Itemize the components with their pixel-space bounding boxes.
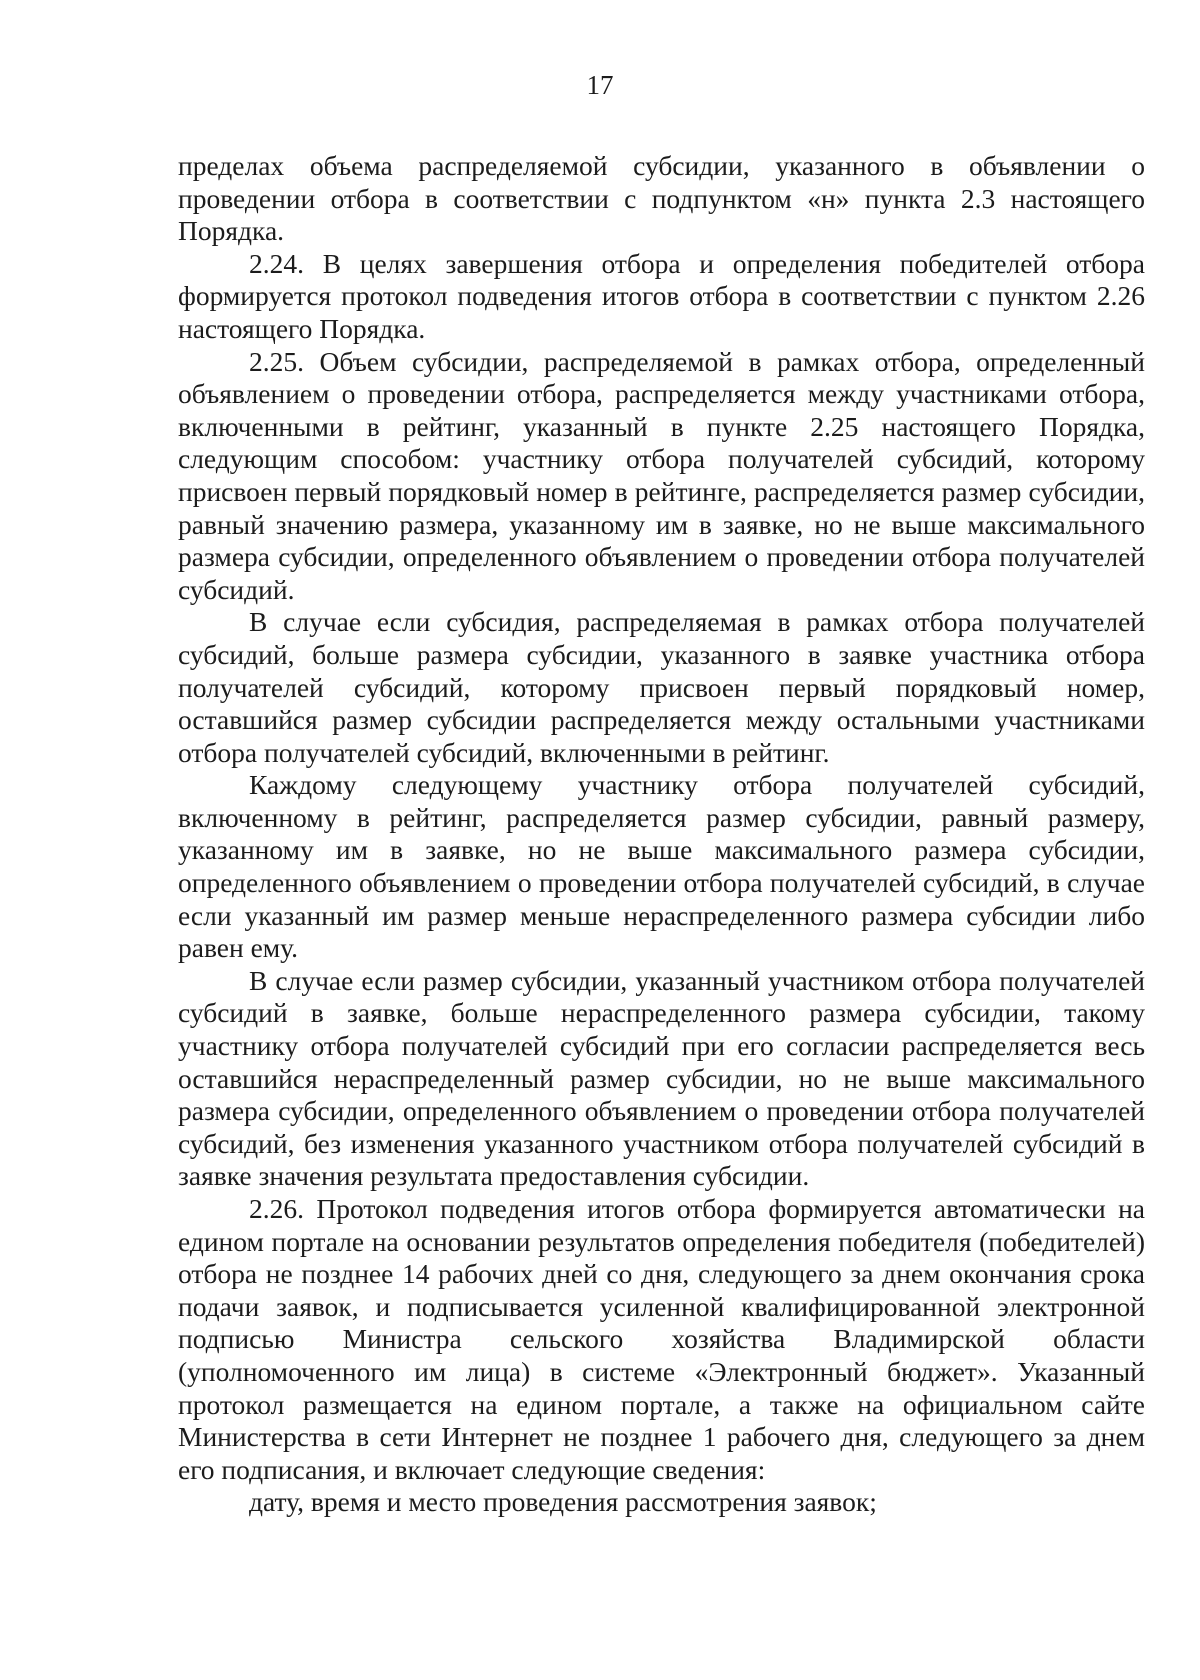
paragraph-continuation: пределах объема распределяемой субсидии, указанного в объявлении о проведении отбора в соответствии с подпунктом «н» пункта 2.3 настоящего Порядка.	[178, 150, 1145, 247]
paragraph-2-26: 2.26. Протокол подведения итогов отбора формируется автоматически на едином портале на основании результатов определения победителя (победителей) отбора не позднее 14 рабочих дней со дня, следующего за днем окончания срока подачи заявок, и подписывается усиленной квалифицированной электронной подписью Министра сельского хозяйства Владимирской области (уполномоченного им лица) в системе «Электронный бюджет». Указанный протокол размещается на едином портале, а также на официальном сайте Министерства в сети Интернет не позднее 1 рабочего дня, следующего за днем его подписания, и включает следующие сведения:	[178, 1193, 1145, 1485]
paragraph-2-24: 2.24. В целях завершения отбора и определения победителей отбора формируется протокол подведения итогов отбора в соответствии с пунктом 2.26 настоящего Порядка.	[178, 247, 1145, 344]
page-number: 17	[586, 70, 614, 100]
document-body	[178, 150, 1145, 1519]
paragraph-remaining-subsidy: В случае если субсидия, распределяемая в рамках отбора получателей субсидий, больше размера субсидии, указанного в заявке участника отбора получателей субсидий, которому присвоен первый порядковый номер, оставшийся размер субсидии распределяется между остальными участниками отбора получателей субсидий, включенными в рейтинг.	[178, 606, 1145, 768]
paragraph-2-25: 2.25. Объем субсидии, распределяемой в рамках отбора, определенный объявлением о проведении отбора, распределяется между участниками отбора, включенными в рейтинг, указанный в пункте 2.25 настоящего Порядка, следующим способом: участнику отбора получателей субсидий, которому присвоен первый порядковый номер в рейтинге, распределяется размер субсидии, равный значению размера, указанному им в заявке, но не выше максимального размера субсидии, определенного объявлением о проведении отбора получателей субсидий.	[178, 345, 1145, 605]
paragraph-larger-request: В случае если размер субсидии, указанный участником отбора получателей субсидий в заявке, больше нераспределенного размера субсидии, такому участнику отбора получателей субсидий при его согласии распределяется весь оставшийся нераспределенный размер субсидии, но не выше максимального размера субсидии, определенного объявлением о проведении отбора получателей субсидий, без изменения указанного участником отбора получателей субсидий в заявке значения результата предоставления субсидии.	[178, 964, 1145, 1192]
list-item-date-time-place: дату, время и место проведения рассмотрения заявок;	[249, 1486, 877, 1518]
paragraph-each-next-participant: Каждому следующему участнику отбора получателей субсидий, включенному в рейтинг, распределяется размер субсидии, равный размеру, указанному им в заявке, но не выше максимального размера субсидии, определенного объявлением о проведении отбора получателей субсидий, в случае если указанный им размер меньше нераспределенного размера субсидии либо равен ему.	[178, 769, 1145, 964]
